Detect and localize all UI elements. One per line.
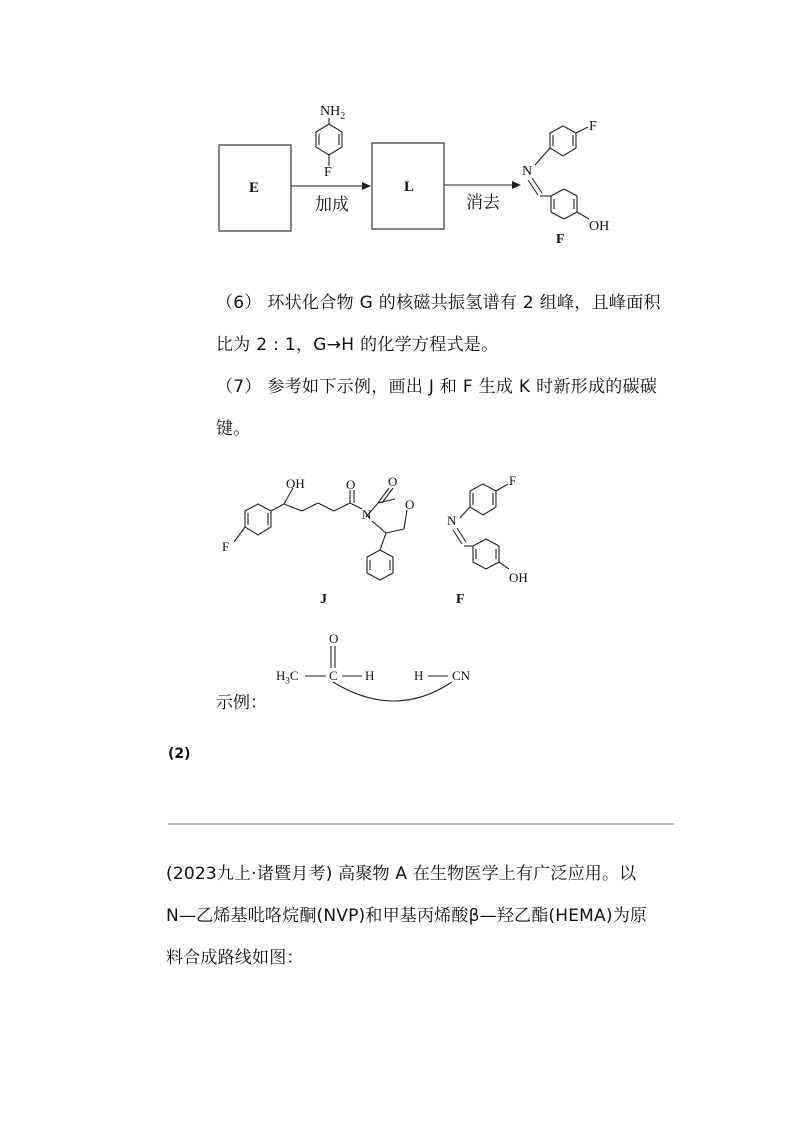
next-question-line2: N—乙烯基吡咯烷酮(NVP)和甲基丙烯酸β—羟乙酯(HEMA)为原 [166, 906, 648, 926]
box-l-label: L [404, 179, 415, 195]
q6-line2: 比为 2 : 1，G→H 的化学方程式是。 [216, 335, 499, 355]
product-oh: OH [589, 219, 610, 234]
example-h3c: $H_3C$ [276, 668, 299, 686]
j-ring-phenyl [367, 550, 393, 580]
f-ring-bottom [473, 539, 499, 569]
product-label: F [556, 232, 565, 247]
reaction-scheme [0, 0, 794, 260]
product-ring-top [550, 126, 576, 156]
question-7 [216, 366, 686, 450]
product-n: N [522, 164, 533, 179]
next-question [166, 853, 678, 979]
example-diagram [0, 630, 794, 720]
example-arc [333, 682, 452, 701]
f-f: F [509, 473, 517, 488]
example-h2: H [414, 668, 424, 683]
product-f: F [589, 119, 597, 134]
j-label: J [320, 592, 327, 607]
j-o-carbonyl: O [346, 477, 356, 492]
product-ring-bottom [551, 189, 577, 219]
section-divider [168, 823, 674, 825]
example-h1: H [365, 668, 375, 683]
next-question-line1: (2023九上·诸暨月考) 高聚物 A 在生物医学上有广泛应用。以 [166, 864, 637, 884]
j-o-ring: O [405, 497, 415, 512]
f-ring-top [470, 484, 496, 515]
question-6 [216, 282, 686, 366]
reagent-nh2: $NH_2$ [320, 104, 346, 122]
example-c: C [329, 668, 338, 683]
example-label: 示例： [216, 693, 267, 713]
j-oh: OH [286, 476, 305, 491]
reagent-ring [316, 124, 342, 155]
q7-line2: 键。 [216, 419, 251, 439]
j-f: F [222, 539, 230, 554]
box-e-label: E [249, 180, 260, 196]
j-ring-fluorophenyl [245, 504, 271, 535]
f-n: N [447, 513, 457, 528]
f-oh: OH [509, 570, 528, 585]
next-question-line3: 料合成路线如图： [166, 948, 304, 968]
answer-label: (2) [168, 746, 191, 762]
f-label: F [456, 592, 465, 607]
q7-line1: （7） 参考如下示例，画出 J 和 F 生成 K 时新形成的碳碳 [216, 377, 658, 397]
example-cn: CN [452, 668, 471, 683]
j-o-ring-carbonyl: O [388, 474, 398, 489]
example-o: O [329, 631, 339, 646]
arrow1-label: 加成 [315, 195, 349, 215]
q6-line1: （6） 环状化合物 G 的核磁共振氢谱有 2 组峰，且峰面积 [216, 293, 661, 313]
reagent-f: F [324, 165, 332, 180]
j-n: N [362, 507, 372, 522]
arrow2-label: 消去 [466, 193, 500, 213]
